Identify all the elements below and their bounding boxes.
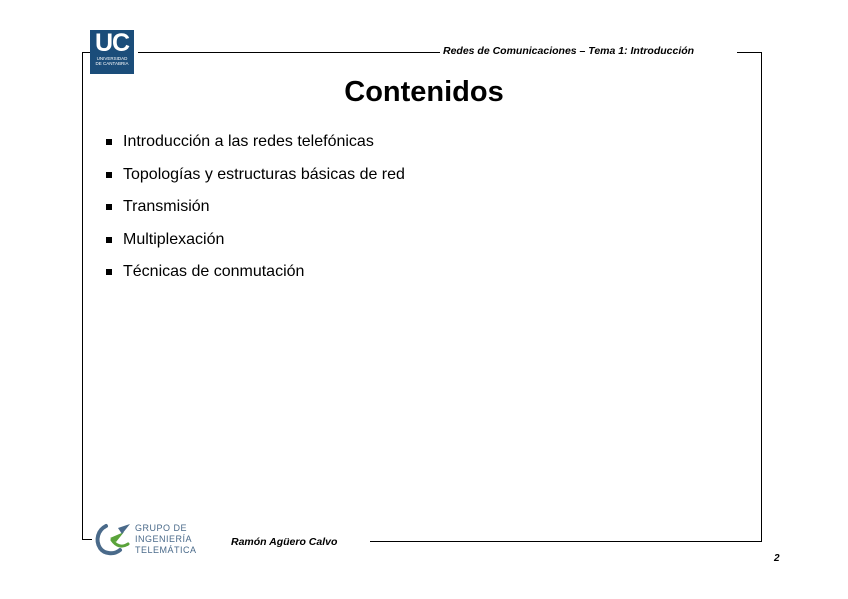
frame-left-top-stub xyxy=(82,52,90,53)
contents-list xyxy=(106,133,405,296)
list-item: Transmisión xyxy=(106,198,405,231)
uc-logo-subtext-1: UNIVERSIDAD xyxy=(96,56,128,61)
frame-bottom-left-stub xyxy=(82,539,92,540)
group-name xyxy=(135,523,197,556)
slide-title: Contenidos xyxy=(344,76,504,108)
course-title: Redes de Comunicaciones – Tema 1: Introducción xyxy=(443,45,695,57)
frame-right-line xyxy=(761,52,762,542)
author-name: Ramón Agüero Calvo xyxy=(231,536,338,548)
group-line-3: TELEMÁTICA xyxy=(135,545,197,555)
frame-bottom-line xyxy=(370,541,762,542)
uc-logo-subtext-2: DE CANTABRIA xyxy=(95,61,129,66)
frame-top-line-right xyxy=(737,52,762,53)
group-line-1: GRUPO DE xyxy=(135,523,188,533)
group-line-2: INGENIERÍA xyxy=(135,534,193,544)
page-number: 2 xyxy=(774,553,780,564)
frame-top-line xyxy=(138,52,440,53)
list-item: Técnicas de conmutación xyxy=(106,263,405,296)
frame-left-line xyxy=(82,52,83,540)
list-item: Topologías y estructuras básicas de red xyxy=(106,166,405,199)
uc-logo-text: UC xyxy=(94,29,130,57)
list-item: Multiplexación xyxy=(106,231,405,264)
list-item: Introducción a las redes telefónicas xyxy=(106,133,405,166)
uc-logo xyxy=(90,30,134,74)
